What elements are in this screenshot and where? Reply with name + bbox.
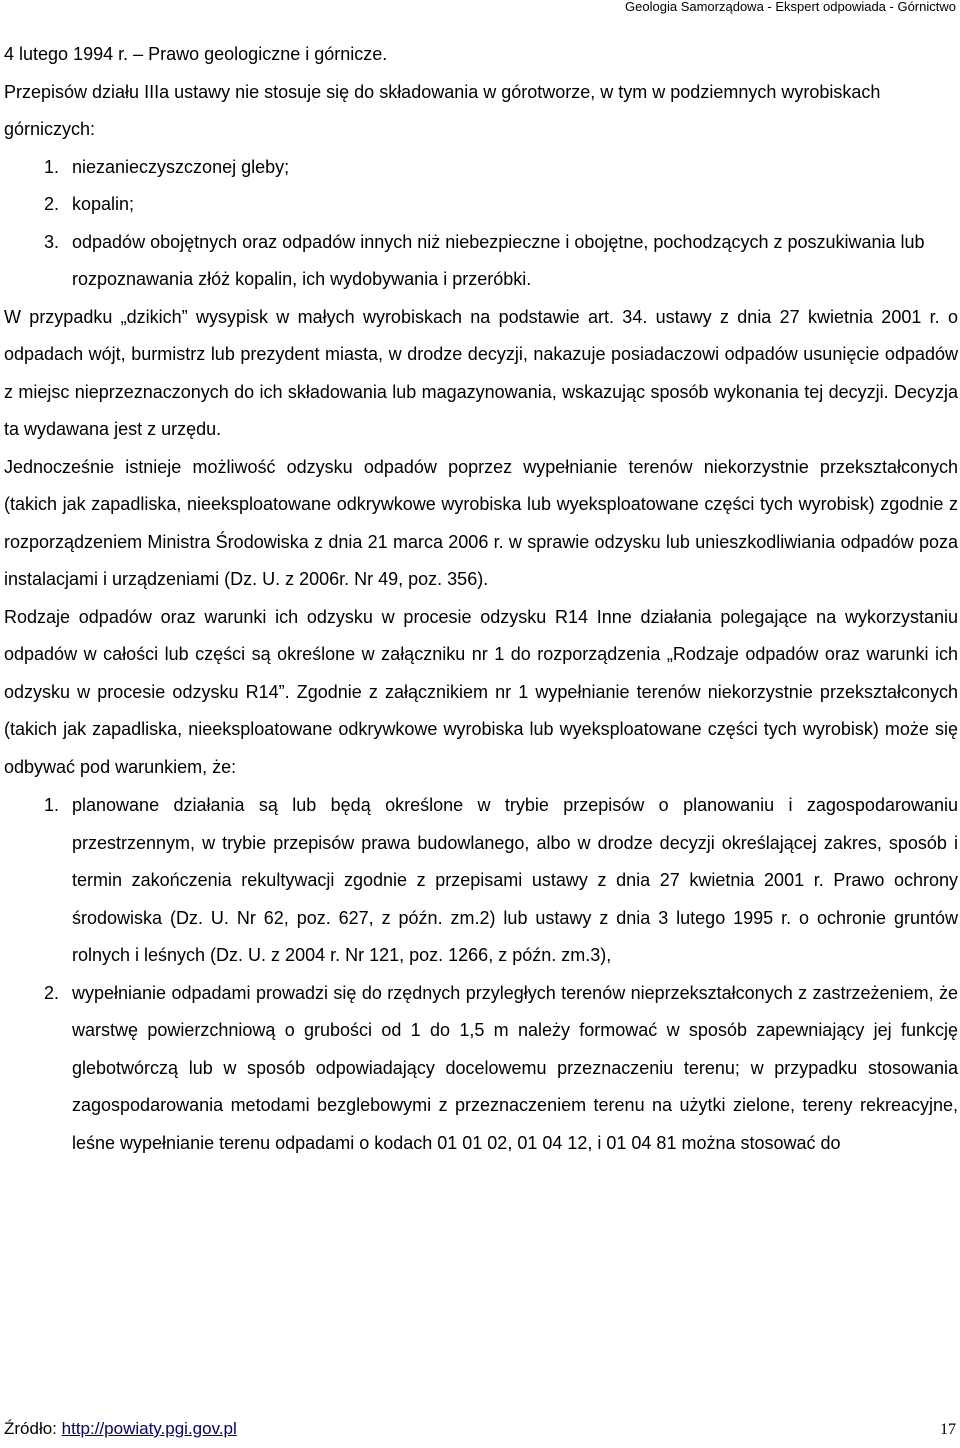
list-item (4, 224, 958, 299)
page-number: 17 (940, 1421, 956, 1438)
exclusions-list (4, 149, 958, 299)
page-footer (4, 1419, 956, 1445)
intro-paragraph: Przepisów działu IIIa ustawy nie stosuje się do składowania w górotworze, w tym w podziemnych wyrobiskach górniczych: (4, 81, 881, 139)
list-item-text: odpadów obojętnych oraz odpadów innych niż niebezpieczne i obojętne, pochodzących z poszukiwania lub rozpoznawania złóż kopalin, ich wydobywania i przeróbki. (72, 231, 925, 289)
list-item (4, 787, 958, 975)
list-item (4, 186, 958, 224)
law-title: 4 lutego 1994 r. – Prawo geologiczne i górnicze. (4, 44, 388, 64)
list-number: 1. (44, 795, 60, 815)
paragraph-dzikie-wysypiska: W przypadku „dzikich” wysypisk w małych wyrobiskach na podstawie art. 34. ustawy z dnia 27 kwietnia 2001 r. o odpadach wójt, burmistrz lub prezydent miasta, w drodze decyzji, nakazuje posiadaczowi odpadów usunięcie odpadów z miejsc nieprzeznaczonych do ich składowania lub magazynowania, wskazując sposób wykonania tej decyzji. Decyzja ta wydawana jest z urzędu. (4, 306, 958, 439)
running-header: Geologia Samorządowa - Ekspert odpowiada - Górnictwo (625, 0, 956, 14)
list-item-text: niezanieczyszczonej gleby; (72, 156, 290, 177)
source-link[interactable]: http://powiaty.pgi.gov.pl (61, 1419, 237, 1438)
list-item (4, 149, 958, 187)
list-item-text: planowane działania są lub będą określone w trybie przepisów o planowaniu i zagospodarowaniu przestrzennym, w trybie przepisów prawa budowlanego, albo w drodze decyzji określającej zakres, sposób i termin zakończenia rekultywacji zgodnie z przepisami ustawy z dnia 27 kwietnia 2001 r. Prawo ochrony środowiska (Dz. U. Nr 62, poz. 627, z późn. zm.2) lub ustawy z dnia 3 lutego 1995 r. o ochronie gruntów rolnych i leśnych (Dz. U. z 2004 r. Nr 121, poz. 1266, z późn. zm.3), (72, 795, 958, 965)
list-item (4, 975, 958, 1163)
source-line (4, 1419, 237, 1439)
list-number: 2. (44, 982, 60, 1003)
list-number: 2. (44, 194, 60, 214)
source-label: Źródło: (4, 1419, 62, 1438)
list-item-text: kopalin; (72, 194, 135, 214)
paragraph-odzysk: Jednocześnie istnieje możliwość odzysku odpadów poprzez wypełnianie terenów niekorzystnie przekształconych (takich jak zapadliska, nieeksploatowane odkrywkowe wyrobiska lub wyeksploatowane części tych wyrobisk) zgodnie z rozporządzeniem Ministra Środowiska z dnia 21 marca 2006 r. w sprawie odzysku lub unieszkodliwiania odpadów poza instalacjami i urządzeniami (Dz. U. z 2006r. Nr 49, poz. 356). (4, 456, 958, 589)
list-number: 1. (44, 156, 60, 177)
conditions-list (4, 787, 958, 1162)
paragraph-rodzaje-odpadow: Rodzaje odpadów oraz warunki ich odzysku w procesie odzysku R14 Inne działania polegające na wykorzystaniu odpadów w całości lub części są określone w załączniku nr 1 do rozporządzenia „Rodzaje odpadów oraz warunki ich odzysku w procesie odzysku R14”. Zgodnie z załącznikiem nr 1 wypełnianie terenów niekorzystnie przekształconych (takich jak zapadliska, nieeksploatowane odkrywkowe wyrobiska lub wyeksploatowane części tych wyrobisk) może się odbywać pod warunkiem, że: (4, 606, 958, 777)
document-body (4, 36, 958, 1162)
list-number: 3. (44, 231, 60, 252)
list-item-text: wypełnianie odpadami prowadzi się do rzędnych przyległych terenów nieprzekształconych z zastrzeżeniem, że warstwę powierzchniową o grubości od 1 do 1,5 m należy formować w sposób zapewniający jej funkcję glebotwórczą lub w sposób odpowiadający docelowemu przeznaczeniu terenu; w przypadku stosowania zagospodarowania metodami bezglebowymi z przeznaczeniem terenu na użytki zielone, tereny rekreacyjne, leśne wypełnianie terenu odpadami o kodach 01 01 02, 01 04 12, i 01 04 81 można stosować do (72, 982, 958, 1153)
